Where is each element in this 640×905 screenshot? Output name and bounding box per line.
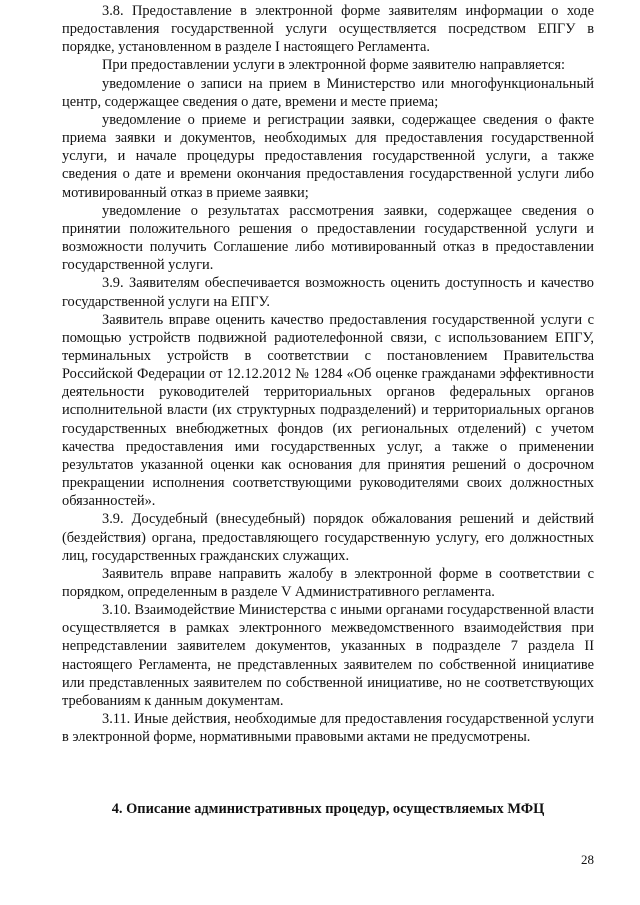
paragraph-complaint: Заявитель вправе направить жалобу в электронной форме в соответствии с порядком, определенным в разделе V Административного регламента. (62, 565, 594, 600)
paragraph-notification-appointment: уведомление о записи на прием в Министерство или многофункциональный центр, содержащее сведения о дате, времени и месте приема; (62, 75, 594, 110)
paragraph-3-8: 3.8. Предоставление в электронной форме заявителям информации о ходе предоставления государственной услуги осуществляется посредством ЕПГУ в порядке, установленном в разделе I настоящего Регламента. (62, 3, 594, 56)
paragraph-3-9-appeal: 3.9. Досудебный (внесудебный) порядок обжалования решений и действий (бездействия) органа, предоставляющего государственную услугу, его должностных лиц, государственных гражданских служащих. (62, 511, 594, 564)
paragraph-3-9-assessment: 3.9. Заявителям обеспечивается возможность оценить доступность и качество государственной услуги на ЕПГУ. (62, 275, 594, 310)
section-heading: 4. Описание административных процедур, осуществляемых МФЦ (111, 801, 545, 817)
page-number: 28 (581, 852, 594, 867)
document-body (62, 2, 594, 746)
paragraph-quality-evaluation: Заявитель вправе оценить качество предоставления государственной услуги с помощью устройств подвижной радиотелефонной связи, с использованием ЕПГУ, терминальных устройств в соответствии с постановлением Правительства Российской Федерации от 12.12.2012 № 1284 «Об оценке гражданами эффективности деятельности руководителей территориальных органов федеральных органов исполнительной власти (их структурных подразделений) и территориальных органов государственных внебюджетных фондов (их региональных отделений) с учетом качества предоставления ими государственных услуг, а также о применении результатов указанной оценки как основания для принятия решений о досрочном прекращении исполнения соответствующими руководителями своих должностных обязанностей». (62, 311, 594, 510)
paragraph-3-10: 3.10. Взаимодействие Министерства с иными органами государственной власти осуществляется в рамках электронного межведомственного взаимодействия при непредставлении заявителем документов, указанных в подразделе 7 раздела II настоящего Регламента, не представленных заявителем по собственной инициативе или представленных заявителем по собственной инициативе, но не соответствующих требованиям к данным документам. (62, 602, 594, 709)
paragraph-notification-results: уведомление о результатах рассмотрения заявки, содержащее сведения о принятии положительного решения о предоставлении государственной услуги и возможности получить Соглашение либо мотивированный отказ в предоставлении государственной услуги. (62, 202, 594, 274)
paragraph-notification-registration: уведомление о приеме и регистрации заявки, содержащее сведения о факте приема заявки и документов, необходимых для предоставления государственной услуги, и начале процедуры предоставления государственной услуги, а также сведения о дате и времени окончания предоставления государственной услуги либо мотивированный отказ в приеме заявки; (62, 111, 594, 201)
paragraph-3-11: 3.11. Иные действия, необходимые для предоставления государственной услуги в электронной форме, нормативными правовыми актами не предусмотрены. (62, 711, 594, 746)
paragraph-notifications-intro: При предоставлении услуги в электронной форме заявителю направляется: (102, 57, 565, 74)
